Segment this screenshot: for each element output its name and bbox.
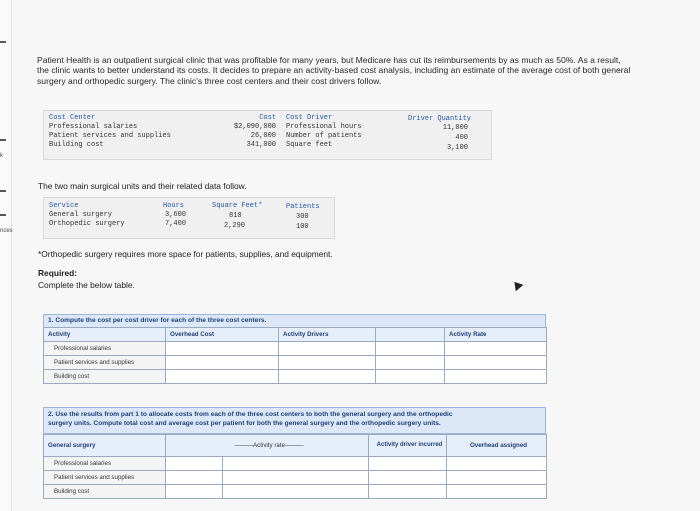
required-label: Required: bbox=[38, 268, 78, 278]
cost-cell: $2,090,000 bbox=[233, 123, 276, 131]
cost-centers-table bbox=[43, 110, 492, 160]
patients-cell: 100 bbox=[296, 223, 309, 231]
activity-drivers-unit-input[interactable] bbox=[376, 356, 445, 370]
overhead-cost-input[interactable] bbox=[166, 342, 279, 356]
intro-paragraph: Patient Health is an outpatient surgical clinic that was profitable for many years, but Medicare has cut its reimbursements by as much as 50%. As a result, the clinic wants to better understand its costs. It decides to prepare an activity-based cost analysis, including an estimate of the average cost of both general surgery and orthopedic surgery. The clinic's three cost centers and their cost drivers follow. bbox=[37, 55, 631, 86]
overhead-assigned-input[interactable] bbox=[447, 485, 547, 499]
units-intro: The two main surgical units and their related data follow. bbox=[38, 181, 247, 191]
part1-row-label: Building cost bbox=[44, 370, 166, 384]
overhead-assigned-input[interactable] bbox=[447, 471, 547, 485]
driver-quantity-cell: 11,000 bbox=[442, 124, 468, 132]
mouse-cursor-icon bbox=[511, 279, 524, 292]
part1-question: 1. Compute the cost per cost driver for each of the three cost centers. bbox=[48, 317, 267, 324]
col-header-cost-center: Cost Center bbox=[49, 114, 96, 122]
part1-row-label: Patient services and supplies bbox=[44, 356, 166, 370]
activity-drivers-unit-input[interactable] bbox=[376, 342, 445, 356]
part2-header-general-surgery: General surgery bbox=[44, 435, 166, 457]
hours-cell: 3,600 bbox=[165, 211, 187, 219]
sidebar-marker bbox=[0, 41, 6, 43]
sidebar-marker bbox=[0, 139, 6, 141]
required-text: Complete the below table. bbox=[38, 280, 135, 290]
activity-rate-input[interactable] bbox=[166, 485, 223, 499]
sidebar-label: nces bbox=[0, 228, 13, 234]
square-feet-cell: 2,290 bbox=[224, 222, 246, 230]
col-header-patients: Patients bbox=[286, 203, 320, 211]
part1-table bbox=[43, 327, 547, 384]
part1-header-activity-drivers: Activity Drivers bbox=[279, 328, 376, 342]
part2-row-label: Patient services and supplies bbox=[44, 471, 166, 485]
surgical-units-table bbox=[43, 197, 335, 239]
cost-driver-cell: Square feet bbox=[286, 141, 333, 149]
activity-rate-input[interactable] bbox=[166, 471, 223, 485]
part2-header-activity-driver: Activity driver incurred bbox=[369, 435, 447, 457]
part2-question-line1: 2. Use the results from part 1 to allocate costs from each of the three cost centers to both the general surgery and the orthopedic bbox=[48, 411, 453, 418]
patients-cell: 300 bbox=[296, 213, 309, 221]
sidebar-marker bbox=[0, 190, 6, 192]
activity-rate-unit-input[interactable] bbox=[223, 485, 369, 499]
part2-question-bar bbox=[43, 407, 546, 434]
cost-cell: 26,000 bbox=[250, 132, 276, 140]
driver-quantity-cell: 400 bbox=[455, 134, 468, 142]
hours-cell: 7,400 bbox=[165, 220, 187, 228]
part2-row-label: Professional salaries bbox=[44, 457, 166, 471]
activity-rate-input[interactable] bbox=[166, 457, 223, 471]
part2-header-activity-rate: ———Activity rate——— bbox=[166, 435, 369, 457]
sidebar-label: k bbox=[0, 153, 3, 159]
activity-drivers-input[interactable] bbox=[279, 370, 376, 384]
cost-center-cell: Building cost bbox=[49, 141, 104, 149]
part2-question-line2: surgery units. Compute total cost and average cost per patient for both the general surgery and the orthopedic surgery units. bbox=[48, 420, 441, 427]
overhead-cost-input[interactable] bbox=[166, 370, 279, 384]
part1-header-activity: Activity bbox=[44, 328, 166, 342]
activity-drivers-input[interactable] bbox=[279, 356, 376, 370]
cost-cell: 341,000 bbox=[246, 141, 276, 149]
col-header-service: Service bbox=[49, 202, 79, 210]
activity-drivers-unit-input[interactable] bbox=[376, 370, 445, 384]
cost-center-cell: Professional salaries bbox=[49, 123, 138, 131]
part1-header-blank bbox=[376, 328, 445, 342]
part1-header-activity-rate: Activity Rate bbox=[445, 328, 547, 342]
activity-driver-incurred-input[interactable] bbox=[369, 457, 447, 471]
cost-driver-cell: Professional hours bbox=[286, 123, 362, 131]
activity-drivers-input[interactable] bbox=[279, 342, 376, 356]
activity-driver-incurred-input[interactable] bbox=[369, 485, 447, 499]
sidebar-marker bbox=[0, 214, 6, 216]
activity-rate-input[interactable] bbox=[445, 356, 547, 370]
service-cell: Orthopedic surgery bbox=[49, 220, 125, 228]
overhead-assigned-input[interactable] bbox=[447, 457, 547, 471]
activity-rate-input[interactable] bbox=[445, 342, 547, 356]
activity-rate-label: Activity rate bbox=[253, 442, 285, 449]
left-sidebar bbox=[0, 0, 12, 511]
square-feet-cell: 810 bbox=[229, 212, 242, 220]
col-header-hours: Hours bbox=[163, 202, 185, 210]
cost-center-cell: Patient services and supplies bbox=[49, 132, 171, 140]
col-header-square-feet: Square Feet* bbox=[212, 202, 263, 210]
col-header-cost: Cost bbox=[259, 114, 276, 122]
service-cell: General surgery bbox=[49, 211, 113, 219]
activity-rate-unit-input[interactable] bbox=[223, 457, 369, 471]
col-header-cost-driver: Cost Driver bbox=[286, 114, 333, 122]
part2-table bbox=[43, 434, 547, 499]
part2-header-overhead-assigned: Overhead assigned bbox=[447, 435, 547, 457]
cost-driver-cell: Number of patients bbox=[286, 132, 362, 140]
part2-row-label: Building cost bbox=[44, 485, 166, 499]
part1-header-overhead-cost: Overhead Cost bbox=[166, 328, 279, 342]
col-header-driver-quantity: Driver Quantity bbox=[408, 115, 472, 123]
activity-rate-input[interactable] bbox=[445, 370, 547, 384]
activity-driver-incurred-input[interactable] bbox=[369, 471, 447, 485]
part1-question-bar bbox=[43, 314, 546, 328]
footnote: *Orthopedic surgery requires more space for patients, supplies, and equipment. bbox=[38, 249, 333, 259]
activity-rate-unit-input[interactable] bbox=[223, 471, 369, 485]
part1-row-label: Professional salaries bbox=[44, 342, 166, 356]
driver-quantity-cell: 3,100 bbox=[446, 144, 468, 152]
overhead-cost-input[interactable] bbox=[166, 356, 279, 370]
